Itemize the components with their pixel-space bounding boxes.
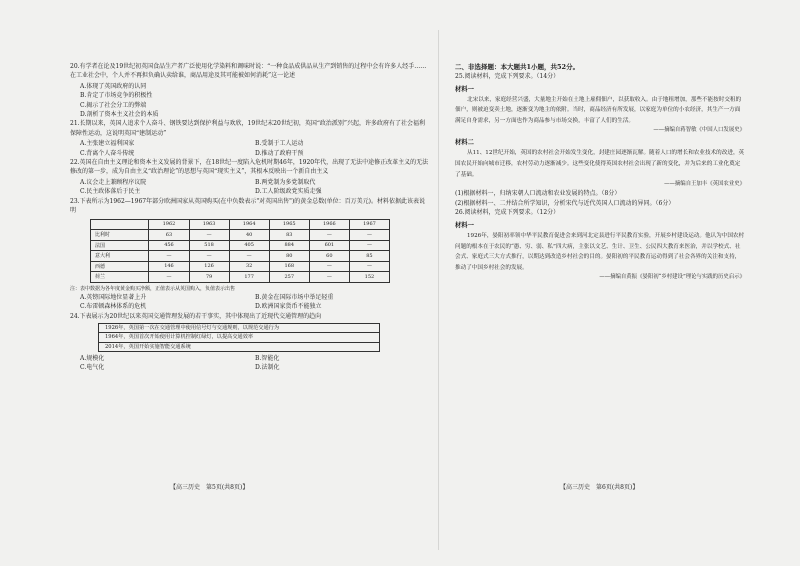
q25-requirement-1: (1)根据材料一，归纳宋朝人口流动和农业发展的特点。（8分）: [455, 190, 621, 198]
q22-options: [70, 178, 430, 197]
q24-option-c: C.电气化: [80, 364, 105, 372]
q22-option-c: C.民主政体落后于民主: [80, 188, 141, 196]
table-header-cell: 1967: [349, 219, 389, 230]
table-cell: 荷兰: [91, 272, 149, 283]
table-cell: 法国: [91, 240, 149, 251]
table-cell: 152: [349, 272, 389, 283]
q20-option-c: C.揭示了社会分工的弊端: [80, 101, 147, 109]
q24-fact-line: 2014年，英国开始实施智能交通系统: [105, 343, 191, 350]
q21-option-b: B.受制于工人运动: [255, 140, 304, 148]
table-header-cell: 1962: [149, 219, 189, 230]
q20-option-b: B.肯定了市场竞争的积极性: [80, 92, 153, 100]
q22-option-d: D.工人阶级政党实质走强: [255, 188, 322, 196]
q21-option-c: C.背离个人奋斗传统: [80, 149, 135, 157]
table-cell: 79: [189, 272, 229, 283]
table-cell: 83: [269, 230, 309, 241]
q24-options: [70, 354, 430, 373]
table-cell: 257: [269, 272, 309, 283]
table-cell: —: [189, 251, 229, 262]
table-cell: 比利时: [91, 230, 149, 241]
table-cell: 518: [189, 240, 229, 251]
table-cell: 60: [309, 251, 349, 262]
table-row: [91, 240, 390, 251]
table-row: [91, 230, 390, 241]
table-cell: —: [309, 230, 349, 241]
q25-material1-source: ——摘编自蒋智敏《中国人口发展史》: [653, 127, 745, 134]
table-cell: 85: [349, 251, 389, 262]
q24-fact-box: [98, 323, 380, 352]
q22-stem: 22.英国在自由主义理论和资本主义发展的背景下，在18世纪一度陷入危机时期46年，1920年代，出现了无法中途修正改革主义的无法修改的第一步，成为自由主义“政治理论”的思想与英国“现实主义”，其根本反映出一个新自由主义: [70, 159, 429, 176]
q23-option-c: C.布雷顿森林体系的危机: [80, 303, 147, 311]
table-cell: 32: [229, 261, 269, 272]
q24-option-a: A.规模化: [80, 354, 105, 362]
q21-stem: 21.长期以来，英国人追求个人奋斗、钢铁要达到保护利益与欢欣，19世纪末20世纪初，英国“政治派别”兴起，许多政府有了社会福利保障性运动，这说明英国“建制运动”: [70, 120, 425, 137]
table-row: [91, 261, 390, 272]
q25-material1-label: 材料一: [455, 85, 474, 93]
table-header-cell: 1964: [229, 219, 269, 230]
table-cell: 405: [229, 240, 269, 251]
table-cell: 63: [149, 230, 189, 241]
q20-option-d: D.剖析了资本主义社会的本质: [80, 111, 159, 119]
table-cell: —: [309, 272, 349, 283]
q20-stem: 20.有学者在论及19世纪初英国食品生产者广泛使用化学染料和调味时说：“一种食品成供品从生产到销售的过程中会有许多人经手……在工业社会中，个人并不再担负确认卖给谁，商品用途及其可能被如何消耗”这一论述: [70, 63, 427, 80]
table-cell: 168: [269, 261, 309, 272]
q21-option-d: D.推动了政府干预: [255, 149, 304, 157]
table-cell: 146: [149, 261, 189, 272]
q23-table-note: 注：表中数据为各年度黄金购买净额，正值表示从英国购入，负值表示出售: [70, 285, 236, 292]
q24-option-d: D.法制化: [255, 364, 280, 372]
section-heading: 二、非选择题：本大题共1小题，共52分。: [455, 63, 580, 71]
left-page: [70, 62, 430, 540]
q24-stem: 24.下表展示为20世纪以来英国交通管理发展的若干事实，其中体现出了近现代交通管理的趋向: [70, 312, 322, 320]
table-cell: 601: [309, 240, 349, 251]
table-cell: —: [229, 251, 269, 262]
table-cell: 884: [269, 240, 309, 251]
table-cell: —: [149, 251, 189, 262]
q22-option-a: A.议会走上兼顾程序议院: [80, 178, 147, 186]
table-cell: 80: [269, 251, 309, 262]
q26-stem: 26.阅读材料，完成下列要求。（12分）: [455, 209, 560, 217]
q25-material2-label: 材料二: [455, 139, 474, 147]
table-row: [91, 272, 390, 283]
table-header-cell: 1965: [269, 219, 309, 230]
page-divider: [438, 30, 439, 550]
q23-option-a: A.英镑国际地位显著上升: [80, 294, 147, 301]
q24-fact-line: 1964年，英国首次开始使用计算机控制红绿灯，以提高交通效率: [99, 333, 379, 342]
table-header-cell: [91, 219, 149, 230]
q23-gold-table: [90, 219, 390, 283]
table-row: [91, 251, 390, 262]
q26-material1-text: 1926年，晏阳初率领中华平民教育促进会来到河北定县进行平民教育实验，开展乡村建设运动。他认为中国农村问题的根本在于农民的“愚、穷、弱、私”四大病，主张以文艺、生计、卫生、公民四大教育来医治，并以学校式、社会式、家庭式三大方式推行，以期达到改造乡村社会的目的。晏阳初的平民教育运动得到了社会各界的关注和支持，推动了中国乡村社会的发展。: [455, 232, 745, 271]
table-cell: —: [349, 240, 389, 251]
table-cell: —: [309, 261, 349, 272]
table-cell: 40: [229, 230, 269, 241]
table-cell: 456: [149, 240, 189, 251]
right-page: [455, 62, 745, 540]
q20-option-a: A.体现了英国政府的认同: [80, 82, 147, 90]
table-cell: 意大利: [91, 251, 149, 262]
q24-option-b: B.智能化: [255, 354, 280, 362]
q23-stem: 23.下表所示为1962—1967年部分欧洲国家从英国购买(在中负数表示"对英国出售")的黄金总数(单位：百万美元)。材料依据此该表说明: [70, 197, 425, 215]
q21-options: [70, 139, 430, 158]
q25-requirement-2: (2)根据材料一、二并结合所学知识，分析宋代与近代英国人口流动的异同。（6分）: [455, 199, 675, 207]
table-cell: —: [189, 230, 229, 241]
table-cell: —: [349, 261, 389, 272]
table-cell: —: [349, 230, 389, 241]
q23-option-b: B.黄金在国际市场中举足轻重: [255, 294, 334, 301]
q21-option-a: A.主张建立福利国家: [80, 140, 135, 148]
table-header-cell: 1963: [189, 219, 229, 230]
left-page-footer: 【高三历史 第5页(共8页)】: [170, 484, 249, 491]
q23-options: [70, 293, 430, 312]
q23-table-header: [91, 219, 390, 230]
table-cell: 177: [229, 272, 269, 283]
q25-material1-text: 北宋以来，家庭经营兴盛，大量地主开始在土地上雇佣佃户，以获取收入。由于地租增加，那些不能按时交租的佃户，则被迫变卖土地，逐渐变为地主的依附。当时，商品经济有所发展，以家庭为单位的小农经济，其生产一方面满足自身需求，另一方面也作为商品参与市场交换，丰富了人们的生活。: [455, 96, 742, 124]
q25-stem: 25.阅读材料，完成下列要求。（14分）: [455, 73, 560, 80]
q25-material2-text: 从11、12世纪开始，英国的农村社会开始发生变化，封建庄园逐渐瓦解。随着人口的增长和农业技术的改进，英国农民开始向城市迁移，农村劳动力逐渐减少。这些变化使得英国农村社会出现了新的变化，并为后来的工业化奠定了基础。: [455, 150, 745, 178]
q26-material1-source: ——摘编自黄振《晏阳初“乡村建设”理论与实践的历史启示》: [599, 274, 745, 281]
q23-option-d: D.欧洲国家货币不能独立: [255, 303, 322, 311]
table-cell: 西德: [91, 261, 149, 272]
table-cell: 126: [189, 261, 229, 272]
q25-material2-source: ——摘编自王加丰《英国农业史》: [664, 181, 745, 188]
q26-material1-label: 材料一: [455, 221, 474, 229]
q22-option-b: B.两党制为多党制取代: [255, 178, 316, 186]
table-cell: —: [149, 272, 189, 283]
q24-fact-line: 1926年，英国第一次在交通管理中使用信号灯与交通规则，以规范交通行为: [99, 324, 379, 333]
table-header-cell: 1966: [309, 219, 349, 230]
right-page-footer: 【高三历史 第6页(共8页)】: [560, 484, 639, 491]
